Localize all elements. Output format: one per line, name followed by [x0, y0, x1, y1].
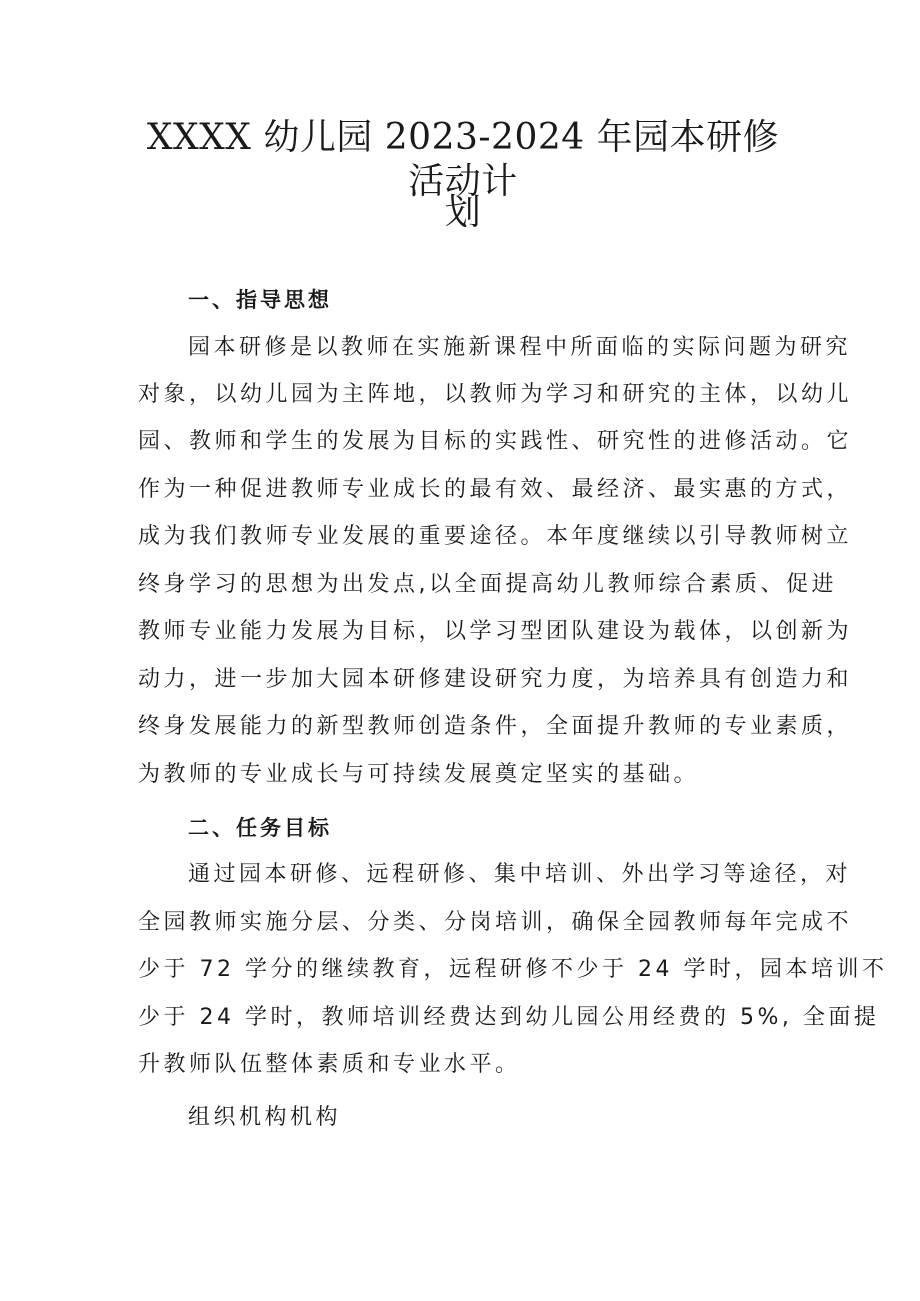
document-title-line-1: XXXX 幼儿园 2023-2024 年园本研修活动计 — [146, 117, 780, 202]
paragraph-line: 园本研修是以教师在实施新课程中所面临的实际问题为研究 — [188, 335, 852, 360]
paragraph-line: 通过园本研修、远程研修、集中培训、外出学习等途径，对 — [188, 862, 852, 887]
paragraph-line: 升教师队伍整体素质和专业水平。 — [138, 1052, 521, 1077]
paragraph-line: 动力，进一步加大园本研修建设研究力度，为培养具有创造力和 — [138, 667, 853, 692]
paragraph-line: 少于 72 学分的继续教育，远程研修不少于 24 学时，园本培训不 — [138, 957, 888, 982]
paragraph-line: 少于 24 学时，教师培训经费达到幼儿园公用经费的 5%, 全面提 — [138, 1005, 880, 1030]
paragraph-line: 教师专业能力发展为目标，以学习型团队建设为载体，以创新为 — [138, 619, 853, 644]
section-heading-organization: 组织机构机构 — [188, 1105, 342, 1130]
paragraph-line: 全园教师实施分层、分类、分岗培训，确保全园教师每年完成不 — [138, 910, 853, 935]
paragraph-line: 终身发展能力的新型教师创造条件，全面提升教师的专业素质， — [138, 714, 853, 739]
section-heading-guiding-ideology: 一、指导思想 — [188, 288, 332, 312]
paragraph-line: 终身学习的思想为出发点,以全面提高幼儿教师综合素质、促进 — [138, 572, 837, 597]
section-heading-task-goals: 二、任务目标 — [188, 816, 332, 840]
paragraph-line: 为教师的专业成长与可持续发展奠定坚实的基础。 — [138, 762, 700, 787]
paragraph-line: 园、教师和学生的发展为目标的实践性、研究性的进修活动。它 — [138, 429, 853, 454]
paragraph-line: 作为一种促进教师专业成长的最有效、最经济、最实惠的方式， — [138, 477, 853, 502]
paragraph-line: 成为我们教师专业发展的重要途径。本年度继续以引导教师树立 — [138, 524, 853, 549]
paragraph-line: 对象，以幼儿园为主阵地，以教师为学习和研究的主体，以幼儿 — [138, 382, 853, 407]
document-title-line-2: 划 — [444, 192, 482, 233]
